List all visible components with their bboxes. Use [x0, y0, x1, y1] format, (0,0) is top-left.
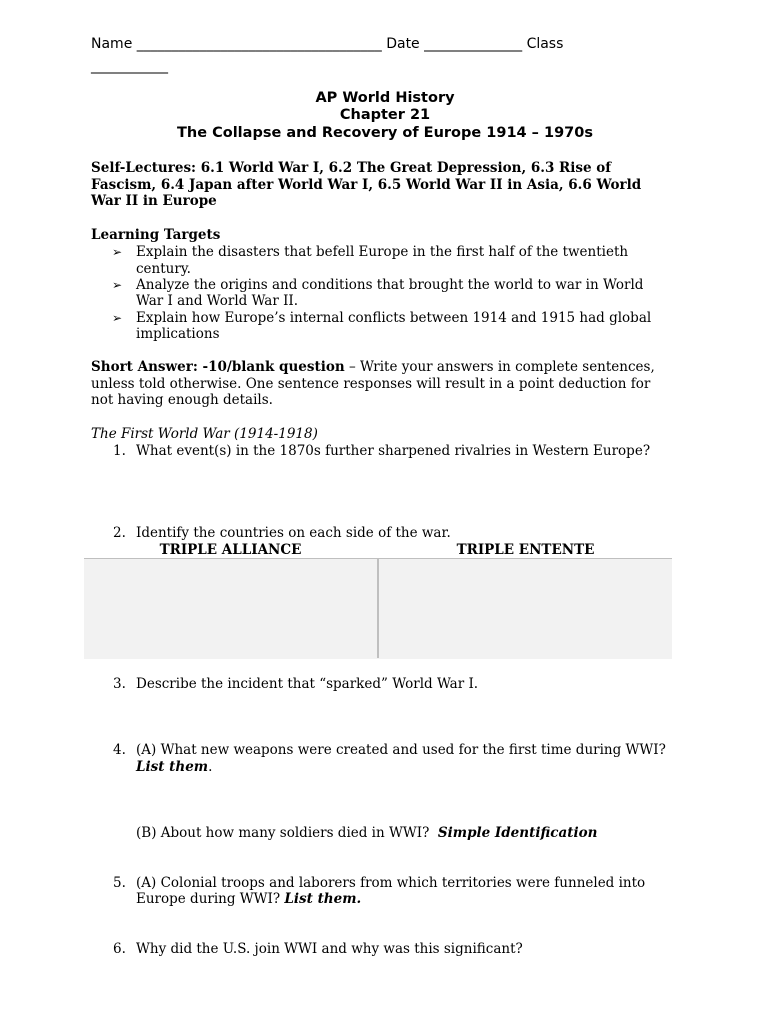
question-4a-line-2 — [136, 759, 681, 776]
question-5-text: Europe during WWI? — [136, 891, 285, 907]
arrow-bullet-icon: ➢ — [112, 311, 123, 325]
class-blank-line: ___________ — [91, 58, 168, 74]
short-answer-instructions: – Write your answers in complete sentences, — [344, 359, 655, 375]
self-lectures-line-2: Fascism, 6.4 Japan after World War I, 6.5 World War II in Asia, 6.6 World — [91, 177, 642, 193]
question-number: 5. — [113, 875, 126, 891]
question-5-line-1: (A) Colonial troops and laborers from which territories were funneled into — [136, 875, 646, 891]
table-header-triple-entente: TRIPLE ENTENTE — [456, 542, 595, 558]
question-1: What event(s) in the 1870s further sharpened rivalries in Western Europe? — [136, 443, 651, 459]
question-4b — [136, 825, 681, 842]
learning-target-2-line-1: Analyze the origins and conditions that brought the world to war in World — [136, 277, 644, 293]
question-2: Identify the countries on each side of the war. — [136, 525, 451, 541]
short-answer-label: Short Answer: -10/blank question — [91, 359, 345, 375]
course-title: AP World History — [315, 90, 455, 106]
question-number: 3. — [113, 676, 126, 692]
question-number: 4. — [113, 742, 126, 758]
table-column-divider — [377, 558, 379, 658]
self-lectures-line-3: War II in Europe — [91, 193, 217, 209]
question-number: 6. — [113, 941, 126, 957]
learning-target-2-line-2: War I and World War II. — [136, 293, 299, 309]
learning-target-1-line-2: century. — [136, 261, 191, 277]
section-heading: The First World War (1914-1918) — [91, 426, 318, 442]
question-4a-line-1: (A) What new weapons were created and used for the first time during WWI? — [136, 742, 666, 758]
question-5-emphasis: List them. — [284, 891, 362, 907]
chapter-title: Chapter 21 — [339, 107, 431, 123]
arrow-bullet-icon: ➢ — [112, 278, 123, 292]
question-4b-text: (B) About how many soldiers died in WWI? — [136, 825, 438, 841]
question-3: Describe the incident that “sparked” World War I. — [136, 676, 479, 692]
learning-target-1-line-1: Explain the disasters that befell Europe in the first half of the twentieth — [136, 244, 629, 260]
learning-targets-heading: Learning Targets — [91, 227, 221, 243]
name-date-class-line: Name ___________________________________ Date ______________ Class — [91, 36, 564, 52]
chapter-subtitle: The Collapse and Recovery of Europe 1914 – 1970s — [177, 125, 593, 141]
question-4a-emphasis: List them — [136, 759, 209, 775]
self-lectures-line-1: Self-Lectures: 6.1 World War I, 6.2 The Great Depression, 6.3 Rise of — [91, 160, 612, 176]
short-answer-line-1 — [91, 359, 655, 376]
learning-target-3-line-1: Explain how Europe’s internal conflicts between 1914 and 1915 had global — [136, 310, 652, 326]
arrow-bullet-icon: ➢ — [112, 245, 123, 259]
table-header-triple-alliance: TRIPLE ALLIANCE — [159, 542, 302, 558]
question-number: 1. — [113, 443, 126, 459]
question-4a-tail: . — [208, 759, 213, 775]
question-6: Why did the U.S. join WWI and why was this significant? — [136, 941, 523, 957]
learning-target-3-line-2: implications — [136, 326, 220, 342]
question-number: 2. — [113, 525, 126, 541]
question-5-line-2 — [136, 891, 681, 908]
short-answer-line-3: not having enough details. — [91, 392, 273, 408]
question-4b-emphasis: Simple Identification — [437, 825, 598, 841]
short-answer-line-2: unless told otherwise. One sentence responses will result in a point deduction for — [91, 376, 651, 392]
